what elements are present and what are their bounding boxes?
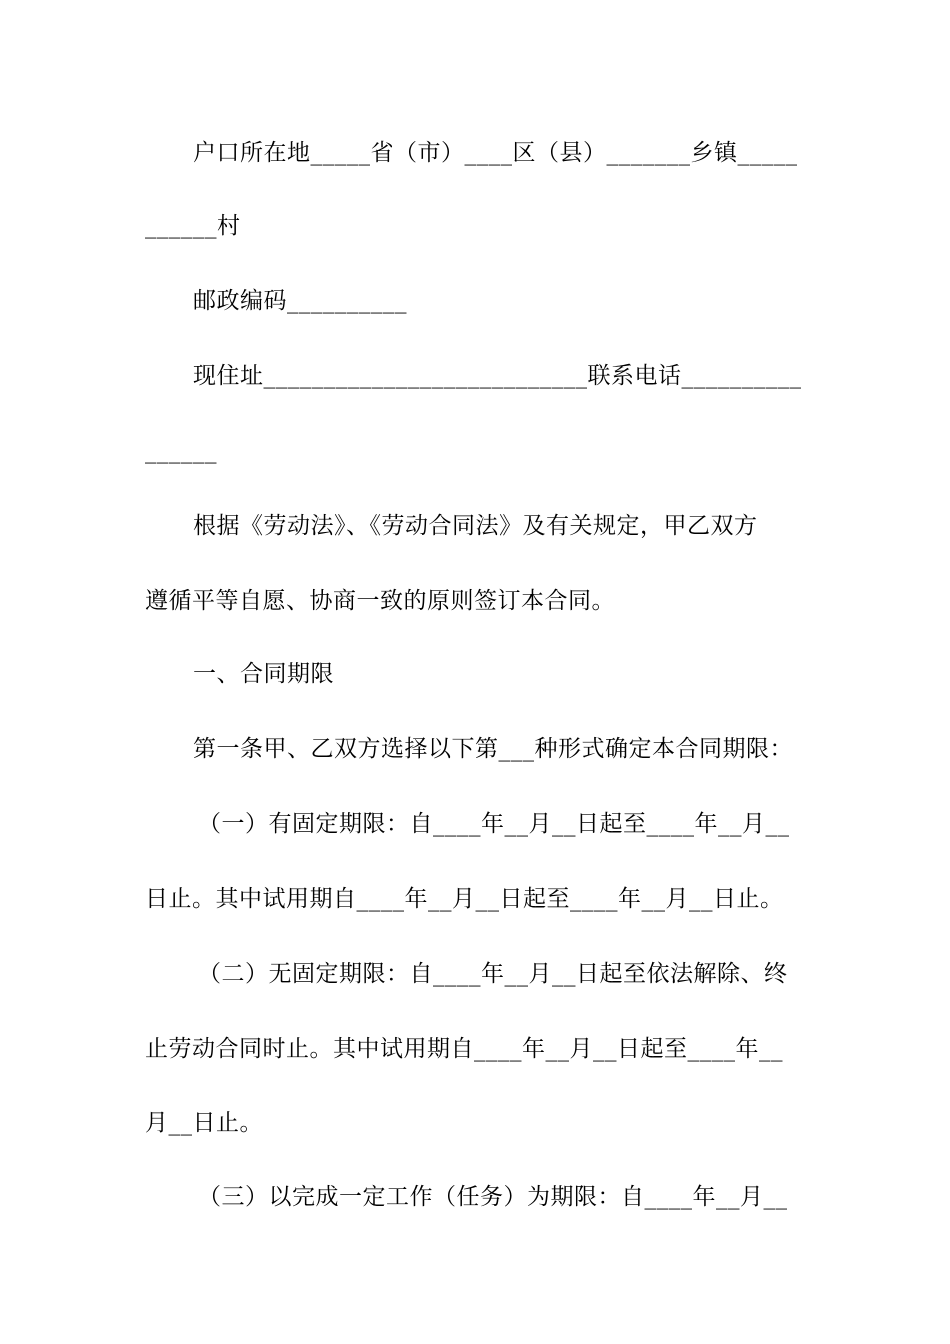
text-line-article-one: 第一条甲、乙双方选择以下第___种形式确定本合同期限： bbox=[193, 736, 793, 762]
text-line-postcode: 邮政编码__________ bbox=[193, 288, 407, 314]
text-line-hukou: 户口所在地_____省（市）____区（县）_______乡镇_____ bbox=[193, 140, 798, 166]
text-line-task-term: （三）以完成一定工作（任务）为期限：自____年__月__ bbox=[198, 1184, 788, 1210]
text-line-legal-basis: 根据《劳动法》、《劳动合同法》及有关规定，甲乙双方 bbox=[193, 513, 758, 539]
text-line-address-phone: 现住址___________________________联系电话__________ bbox=[193, 363, 802, 389]
section-heading-contract-term: 一、合同期限 bbox=[193, 661, 334, 687]
text-line-open-term: （二）无固定期限：自____年__月__日起至依法解除、终 bbox=[198, 961, 788, 987]
text-line-open-term-end: 月__日止。 bbox=[145, 1110, 263, 1136]
text-line-principles: 遵循平等自愿、协商一致的原则签订本合同。 bbox=[145, 588, 615, 614]
text-line-phone-continued: ______ bbox=[145, 438, 217, 464]
text-line-village: ______村 bbox=[145, 213, 241, 239]
text-line-fixed-term: （一）有固定期限：自____年__月__日起至____年__月__ bbox=[198, 811, 790, 837]
text-line-open-term-probation: 止劳动合同时止。其中试用期自____年__月__日起至____年__ bbox=[145, 1036, 783, 1062]
text-line-fixed-term-probation: 日止。其中试用期自____年__月__日起至____年__月__日止。 bbox=[145, 886, 784, 912]
